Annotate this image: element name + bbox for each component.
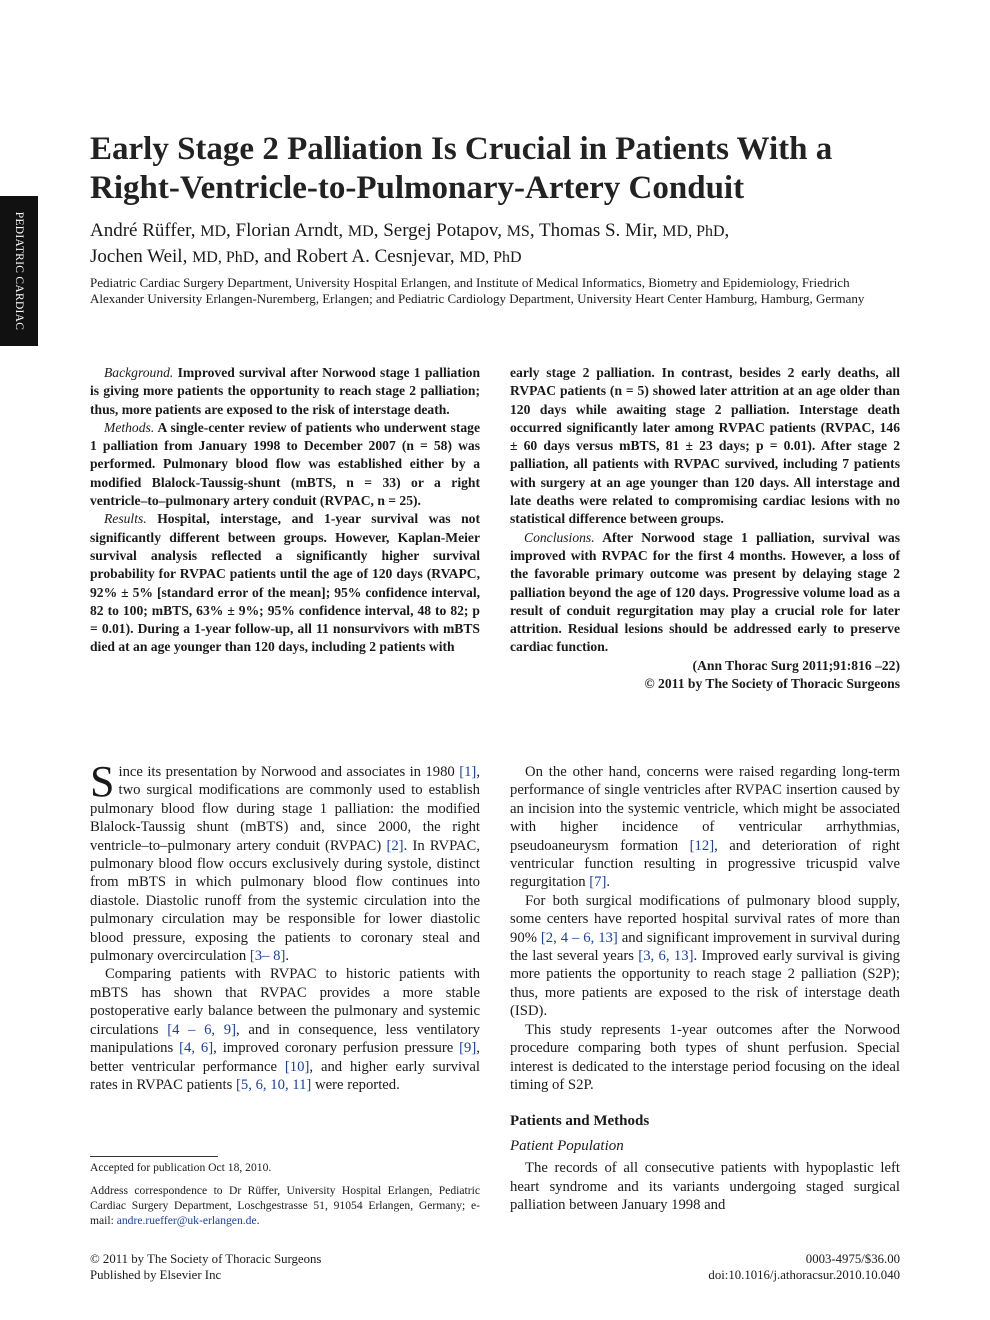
abstract-label: Methods. bbox=[104, 419, 155, 435]
footer-left bbox=[90, 1251, 321, 1283]
abstract-results-continued: early stage 2 palliation. In contrast, besides 2 early deaths, all RVPAC patients (n = 5) showed later attrition at an age older than 120 days while awaiting stage 2 palliation. Interstage death occurred significantly later among RVPAC patients (RVPAC, 146 ± 60 days versus mBTS, 81 ± 23 days; p = 0.01). After stage 2 palliation, all patients with RVPAC survived, including 7 patients with surgery at an age younger than 120 days. All interstage and late deaths were related to compromising cardiac lesions with no statistical difference between groups. bbox=[510, 365, 900, 527]
author-degrees: MD bbox=[347, 223, 374, 240]
reference-link[interactable]: [10] bbox=[284, 1058, 310, 1075]
correspondence-address: Address correspondence to Dr Rüffer, University Hospital Erlangen, Pediatric Cardiac Surgery Department, Loschgestrasse 51, 91054 Erlangen, Germany; e-mail: andre.rueffer@uk-erlangen.de. bbox=[90, 1184, 480, 1227]
reference-link[interactable]: [12] bbox=[689, 837, 715, 854]
reference-link[interactable]: [2] bbox=[386, 837, 404, 854]
section-side-tab bbox=[0, 196, 38, 346]
footer-copyright: © 2011 by The Society of Thoracic Surgeons bbox=[90, 1252, 322, 1266]
author-name: Thomas S. Mir bbox=[539, 220, 653, 241]
body-paragraph: Comparing patients with RVPAC to historic patients with mBTS has shown that RVPAC provides a more stable postoperative early balance between the pulmonary and systemic circulations [4 – 6, 9], and in consequence, less ventilatory manipulations [4, 6], improved coronary perfusion pressure [9], better ventricular performance [10], and higher early survival rates in RVPAC patients [5, 6, 10, 11] were reported. bbox=[90, 966, 480, 1093]
footnote-divider bbox=[90, 1156, 218, 1157]
author-degrees: MD, PhD bbox=[459, 249, 522, 266]
author-list: André Rüffer, MD, Florian Arndt, MD, Sergej Potapov, MS, Thomas S. Mir, MD, PhD, Jochen Weil, MD, PhD, and Robert A. Cesnjevar, MD, PhD bbox=[90, 220, 730, 267]
footer-publisher: Published by Elsevier Inc bbox=[90, 1268, 222, 1282]
drop-cap: S bbox=[90, 757, 115, 806]
reference-link[interactable]: [9] bbox=[459, 1040, 477, 1057]
subsection-heading: Patient Population bbox=[510, 1137, 624, 1154]
abstract-left-column bbox=[90, 364, 480, 657]
author-degrees: MD, PhD bbox=[192, 249, 255, 266]
reference-link[interactable]: [7] bbox=[589, 874, 607, 891]
author-name: Sergej Potapov bbox=[383, 220, 498, 241]
abstract-label: Conclusions. bbox=[524, 529, 595, 545]
reference-link[interactable]: [2, 4 – 6, 13] bbox=[540, 929, 618, 946]
reference-link[interactable]: [4 – 6, 9] bbox=[167, 1021, 237, 1038]
footer-price: 0003-4975/$36.00 bbox=[805, 1252, 900, 1266]
abstract-background: Background. Improved survival after Norwood stage 1 palliation is giving more patients the opportunity to reach stage 2 palliation; thus, more patients are exposed to the risk of interstage death. bbox=[90, 365, 481, 417]
footnotes bbox=[90, 1160, 480, 1236]
article-title: Early Stage 2 Palliation Is Crucial in Patients With a Right-Ventricle-to-Pulmonary-Artery Conduit bbox=[90, 131, 833, 206]
body-paragraph: For both surgical modifications of pulmonary blood supply, some centers have reported hospital survival rates of more than 90% [2, 4 – 6, 13] and significant improvement in survival during the last several years [3, 6, 13]. Improved early survival is giving more patients the opportunity to reach stage 2 palliation (S2P); thus, more patients are exposed to the risk of interstage death (ISD). bbox=[510, 892, 900, 1020]
abstract-results: Results. Hospital, interstage, and 1-year survival was not significantly different between groups. However, Kaplan-Meier survival analysis reflected a significantly higher survival probability for RVPAC patients until the age of 120 days (RVAPC, 92% ± 5% [standard error of the mean]; 95% confidence interval, 82 to 100; mBTS, 63% ± 9%; 95% confidence interval, 48 to 82; p = 0.01). During a 1-year follow-up, all 11 nonsurvivors with mBTS died at an age younger than 120 days, including 2 patients with bbox=[90, 511, 480, 655]
body-paragraph: This study represents 1-year outcomes after the Norwood procedure comparing both types of shunt perfusion. Special interest is dedicated to the interstage period focusing on the ideal timing of S2P. bbox=[510, 1021, 900, 1093]
abstract-label: Background. bbox=[104, 365, 174, 380]
author-degrees: MS bbox=[506, 223, 530, 240]
body-right-column bbox=[510, 763, 900, 1214]
reference-link[interactable]: [3, 6, 13] bbox=[638, 948, 694, 965]
accepted-date: Accepted for publication Oct 18, 2010. bbox=[90, 1161, 272, 1174]
body-left-column bbox=[90, 757, 480, 1094]
section-heading: Patients and Methods bbox=[510, 1113, 650, 1130]
abstract-label: Results. bbox=[104, 511, 147, 527]
abstract-conclusions: Conclusions. After Norwood stage 1 palliation, survival was improved with RVPAC for the first 4 months. However, a loss of the favorable primary outcome was present by delaying stage 2 palliation beyond the age of 120 days. Progressive volume load as a result of conduit regurgitation may play a crucial role for later attrition. Residual lesions should be addressed early to preserve cardiac function. bbox=[510, 529, 900, 655]
body-paragraph: On the other hand, concerns were raised regarding long-term performance of single ventricles after RVPAC insertion caused by an incision into the systemic ventricle, which might be associated with higher incidence of ventricular arrhythmias, pseudoaneurysm formation [12], and deterioration of right ventricular function resulting in progressive tricuspid valve regurgitation [7]. bbox=[510, 764, 900, 891]
author-name: Jochen Weil bbox=[90, 246, 183, 267]
abstract-citation: (Ann Thorac Surg 2011;91:816 –22) bbox=[692, 657, 900, 673]
abstract-methods: Methods. A single-center review of patients who underwent stage 1 palliation from January 1998 to December 2007 (n = 58) was performed. Pulmonary blood flow was established either by a modified Blalock-Taussig-shunt (mBTS, n = 33) or a right ventricle–to–pulmonary artery conduit (RVPAC, n = 25). bbox=[90, 419, 480, 509]
abstract-copyright: © 2011 by The Society of Thoracic Surgeons bbox=[644, 676, 900, 692]
reference-link[interactable]: [5, 6, 10, 11] bbox=[235, 1076, 312, 1093]
body-paragraph: Since its presentation by Norwood and associates in 1980 [1], two surgical modifications are commonly used to establish pulmonary blood flow during stage 1 palliation: the modified Blalock-Taussig shunt (mBTS) and, since 2000, the right ventricle–to–pulmonary artery conduit (RVPAC) [2]. In RVPAC, pulmonary blood flow occurs exclusively during systole, distinct from mBTS in which pulmonary blood flow continues into diastole. Diastolic runoff from the systemic circulation into the pulmonary circulation may be responsible for lower diastolic blood pressure, exposing the patients to coronary steal and pulmonary overcirculation [3– 8]. bbox=[90, 757, 480, 965]
reference-link[interactable]: [3– 8] bbox=[249, 948, 286, 965]
author-name: Robert A. Cesnjevar bbox=[296, 246, 450, 267]
author-name: Florian Arndt bbox=[235, 220, 339, 241]
abstract-right-column bbox=[510, 364, 900, 693]
reference-link[interactable]: [4, 6] bbox=[179, 1040, 214, 1057]
affiliation: Pediatric Cardiac Surgery Department, University Hospital Erlangen, and Institute of Medical Informatics, Biometry and Epidemiology, Friedrich Alexander University Erlangen-Nuremberg, Erlangen; and Pediatric Cardiology Department, University Heart Center Hamburg, Hamburg, Germany bbox=[90, 275, 865, 306]
side-tab-label: PEDIATRIC CARDIAC bbox=[13, 211, 25, 331]
footer-doi: doi:10.1016/j.athoracsur.2010.10.040 bbox=[708, 1268, 900, 1282]
body-paragraph: The records of all consecutive patients with hypoplastic left heart syndrome and its variants undergoing staged surgical palliation between January 1998 and bbox=[510, 1160, 900, 1213]
author-degrees: MD, PhD bbox=[662, 223, 725, 240]
author-name: André Rüffer bbox=[90, 220, 191, 241]
footer-right bbox=[708, 1251, 900, 1283]
author-degrees: MD bbox=[200, 223, 226, 240]
reference-link[interactable]: [1] bbox=[459, 764, 477, 780]
email-link[interactable]: andre.rueffer@uk-erlangen.de bbox=[116, 1214, 257, 1227]
